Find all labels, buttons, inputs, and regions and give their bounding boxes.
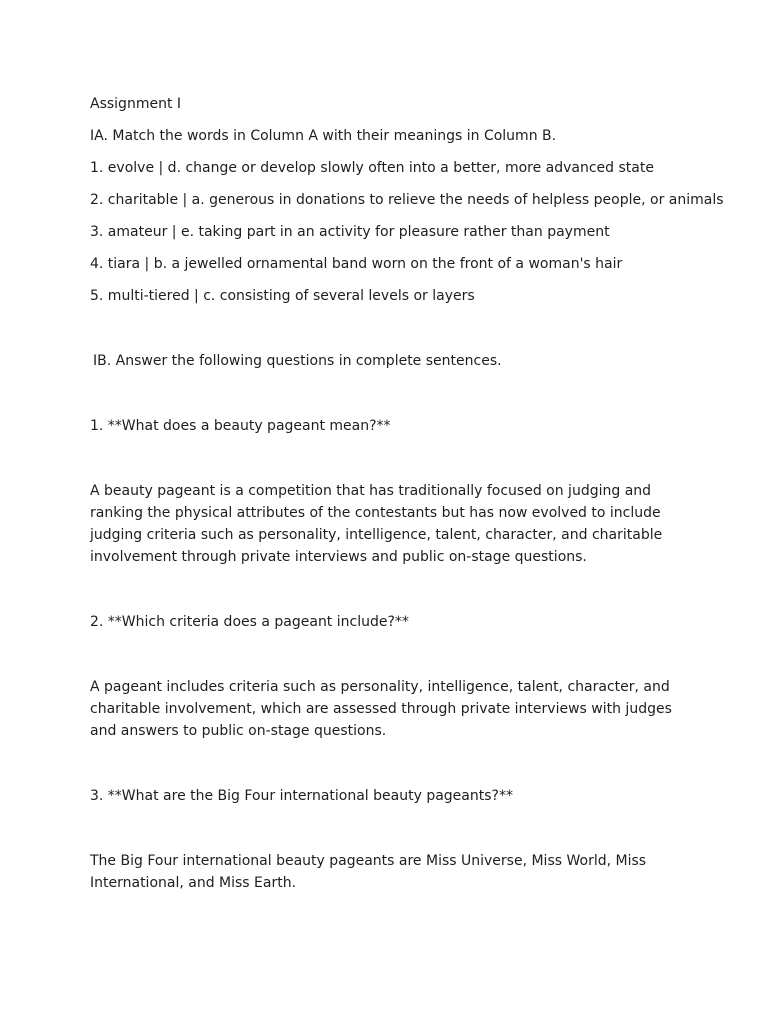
match-item: 2. charitable | a. generous in donations to relieve the needs of helpless people, or animals <box>90 192 724 208</box>
answer-1: A beauty pageant is a competition that has traditionally focused on judging and ranking the physical attributes of the contestants but has now evolved to include judging criteria such as personality, intelligence, talent, character, and charitable involvement through private interviews and public on-stage questions. <box>90 483 663 565</box>
match-item: 1. evolve | d. change or develop slowly often into a better, more advanced state <box>90 160 654 176</box>
question-2: 2. **Which criteria does a pageant include?** <box>90 614 409 630</box>
section-a-instruction: IA. Match the words in Column A with their meanings in Column B. <box>90 128 557 144</box>
match-item: 4. tiara | b. a jewelled ornamental band worn on the front of a woman's hair <box>90 256 623 272</box>
section-b-instruction: IB. Answer the following questions in complete sentences. <box>93 353 502 369</box>
question-1: 1. **What does a beauty pageant mean?** <box>90 418 391 434</box>
match-item: 3. amateur | e. taking part in an activity for pleasure rather than payment <box>90 224 610 240</box>
document-page <box>90 93 724 894</box>
answer-3: The Big Four international beauty pageants are Miss Universe, Miss World, Miss International, and Miss Earth. <box>90 853 647 891</box>
question-3: 3. **What are the Big Four international beauty pageants?** <box>90 788 513 804</box>
answer-2: A pageant includes criteria such as personality, intelligence, talent, character, and charitable involvement, which are assessed through private interviews with judges and answers to public on-stage questions. <box>90 679 672 739</box>
document-title: Assignment I <box>90 96 182 112</box>
match-item: 5. multi-tiered | c. consisting of several levels or layers <box>90 288 475 304</box>
